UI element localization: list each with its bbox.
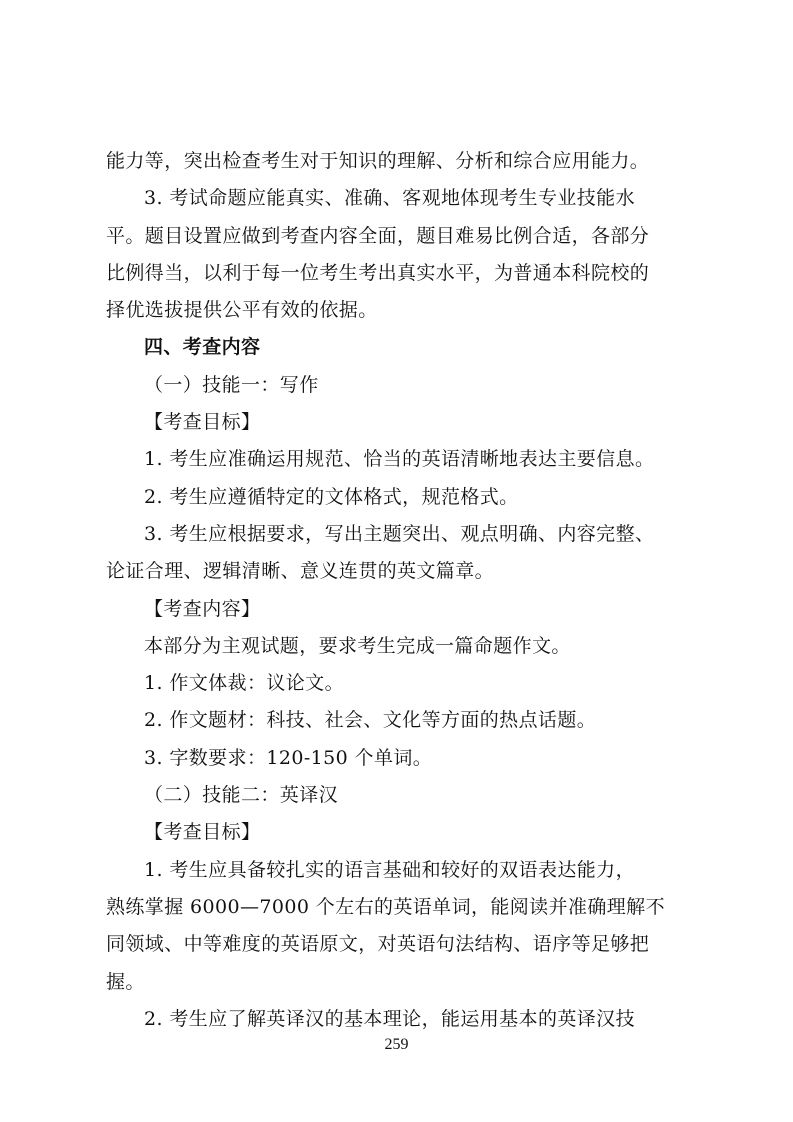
text-line: 2. 考生应了解英译汉的基本理论，能运用基本的英译汉技 (144, 1007, 635, 1030)
text-line: 握。 (106, 970, 145, 993)
text-line: 3. 考试命题应能真实、准确、客观地体现考生专业技能水 (144, 187, 635, 210)
text-line: 【考查目标】 (144, 411, 261, 434)
text-line: 3. 字数要求：120-150 个单词。 (144, 746, 433, 769)
page-number: 259 (384, 1036, 409, 1053)
text-line: 比例得当，以利于每一位考生考出真实水平，为普通本科院校的 (106, 261, 650, 284)
text-line: 1. 考生应具备较扎实的语言基础和较好的双语表达能力， (144, 858, 635, 881)
text-line: （一）技能一：写作 (144, 373, 319, 396)
text-line: 能力等，突出检查考生对于知识的理解、分析和综合应用能力。 (106, 150, 650, 172)
text-line: 熟练掌握 6000—7000 个左右的英语单词，能阅读并准确理解不 (106, 895, 665, 918)
text-line: 1. 考生应准确运用规范、恰当的英语清晰地表达主要信息。 (144, 448, 655, 471)
text-line: 择优选拔提供公平有效的依据。 (106, 299, 378, 322)
text-line: 【考查内容】 (144, 597, 261, 620)
text-line: 同领域、中等难度的英语原文，对英语句法结构、语序等足够把 (106, 933, 650, 956)
text-line: （二）技能二：英译汉 (144, 784, 339, 807)
section-heading: 四、考查内容 (144, 336, 261, 359)
text-line: 3. 考生应根据要求，写出主题突出、观点明确、内容完整、 (144, 522, 655, 545)
body-text (106, 143, 696, 1038)
text-line: 2. 考生应遵循特定的文体格式，规范格式。 (144, 485, 519, 508)
text-line: 论证合理、逻辑清晰、意义连贯的英文篇章。 (106, 560, 495, 583)
text-line: 2. 作文题材：科技、社会、文化等方面的热点话题。 (144, 709, 597, 732)
text-line: 1. 作文体裁：议论文。 (144, 672, 344, 695)
text-line: 【考查目标】 (144, 821, 261, 844)
text-line: 平。题目设置应做到考查内容全面，题目难易比例合适，各部分 (106, 224, 650, 247)
text-line: 本部分为主观试题，要求考生完成一篇命题作文。 (144, 634, 571, 657)
